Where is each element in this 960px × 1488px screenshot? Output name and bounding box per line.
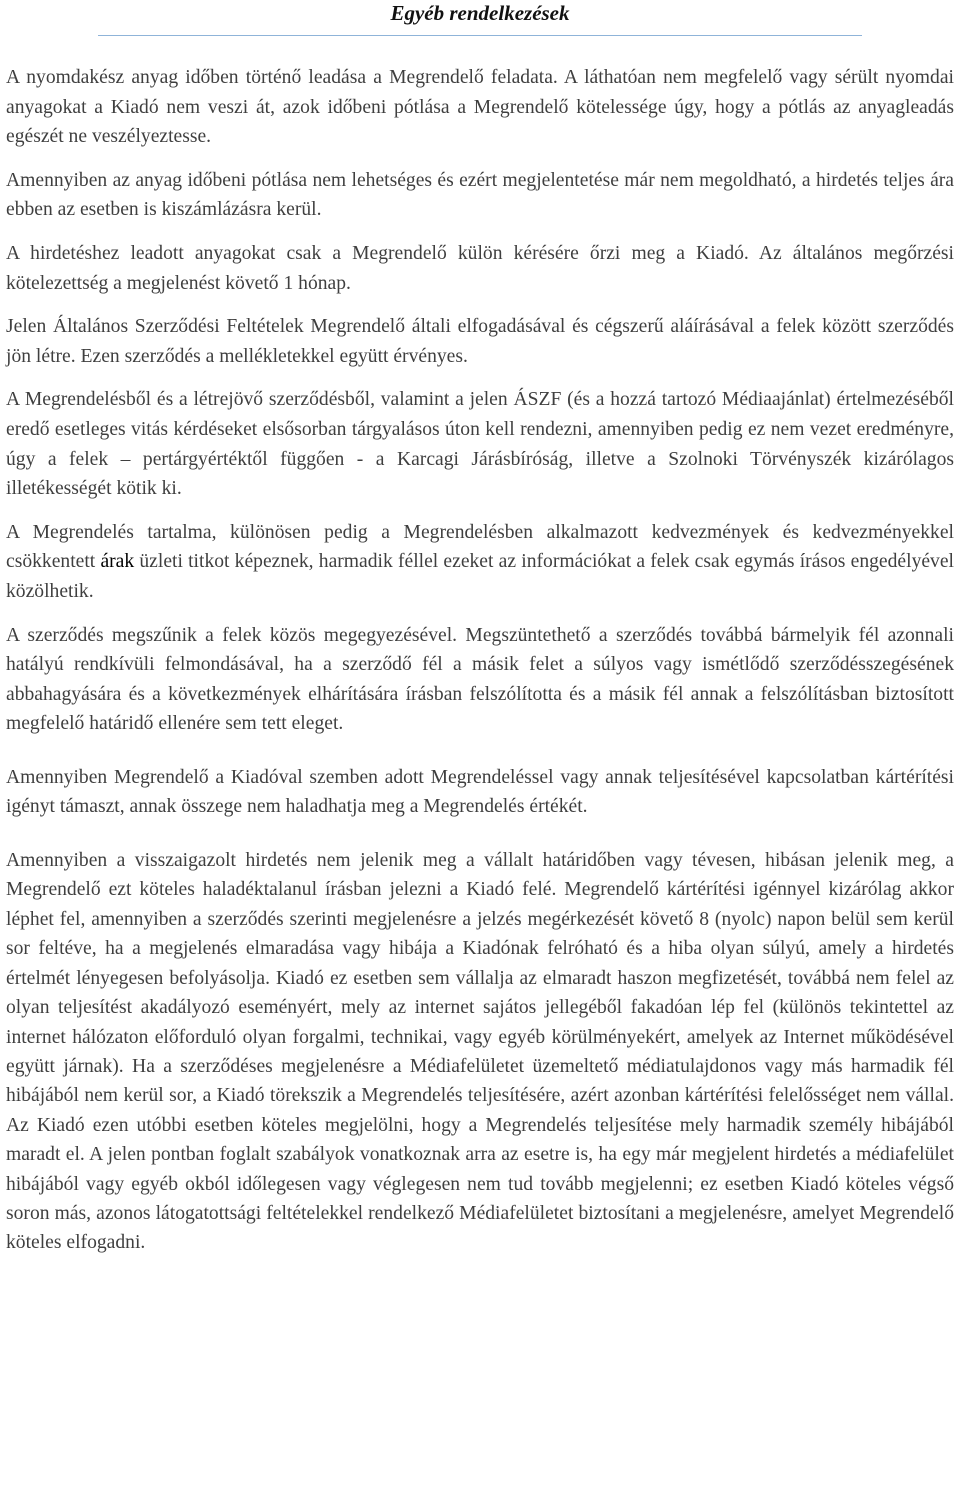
paragraph-material-delivery: A nyomdakész anyag időben történő leadása a Megrendelő feladata. A láthatóan nem megfelelő vagy sérült nyomdai anyagokat a Kiadó nem veszi át, azok időbeni pótlása a Megrendelő kötelessége úgy, hogy a pótlás az anyagleadás egészét ne veszélyeztesse. [6,67,954,148]
paragraph-replacement-impossible: Amennyiben az anyag időbeni pótlása nem lehetséges és ezért megjelentetése már nem megoldható, a hirdetés teljes ára ebben az esetben is kiszámlázásra kerül. [6,169,954,221]
section-title: Egyéb rendelkezések [390,1,570,25]
section-header [0,0,960,40]
document-body [6,63,954,1272]
paragraph-dispute-resolution: A Megrendelésből és a létrejövő szerződésből, valamint a jelen ÁSZF (és a hozzá tartozó Médiaajánlat) értelmezéséből eredő esetleges vitás kérdéseket elsősorban tárgyalásos úton kell rendezni, amennyiben pedig ez nem vezet eredményre, úgy a felek – pertárgyértéktől függően - a Karcagi Járásbíróság, illetve a Szolnoki Törvényszék kizárólagos illetékességét kötik ki. [6,389,954,500]
paragraph-confidentiality [6,518,954,607]
paragraph-material-retention: A hirdetéshez leadott anyagokat csak a Megrendelő külön kérésére őrzi meg a Kiadó. Az általános megőrzési kötelezettség a megjelenést követő 1 hónap. [6,242,954,294]
paragraph-contract-formation: Jelen Általános Szerződési Feltételek Megrendelő általi elfogadásával és cégszerű aláírásával a felek között szerződés jön létre. Ezen szerződés a mellékletekkel együtt érvényes. [6,316,954,367]
confidentiality-text-end: üzleti titkot képeznek, harmadik féllel ezeket az információkat a felek csak egymás írásos engedélyével közölhetik. [6,551,954,602]
paragraph-termination: A szerződés megszűnik a felek közös megegyezésével. Megszüntethető a szerződés továbbá bármelyik fél azonnali hatályú rendkívüli felmondásával, ha a szerződő fél a másik felet a súlyos vagy ismétlődő szerződésszegésének abbahagyására és a következmények elhárítására írásban felszólította és a másik fél annak a felszólításban biztosított megfelelő határidő ellenére sem tett eleget. [6,624,954,735]
paragraph-damages-limit: Amennyiben Megrendelő a Kiadóval szemben adott Megrendeléssel vagy annak teljesítésével kapcsolatban kártérítési igényt támaszt, annak összege nem haladhatja meg a Megrendelés értékét. [6,766,954,818]
title-underline [98,35,862,36]
confidentiality-prices-term: árak [100,551,135,573]
confidentiality-text-start: A Megrendelés tartalma, különösen pedig a Megrendelésben alkalmazott kedvezmények és kedvezményekkel csökkentett [6,521,954,573]
paragraph-publication-failure: Amennyiben a visszaigazolt hirdetés nem jelenik meg a vállalt határidőben vagy tévesen, hibásan jelenik meg, a Megrendelő ezt köteles haladéktalanul írásban jelezni a Kiadó felé. Megrendelő kártérítési igénnyel kizárólag akkor léphet fel, amennyiben a szerződés szerinti megjelenésre a jelzés megérkezését követő 8 (nyolc) napon belül sem kerül sor feltéve, ha a megjelenés elmaradása vagy hibája a Kiadónak felróható és a hiba olyan súlyú, amely a hirdetés értelmét lényegesen befolyásolja. Kiadó ez esetben sem vállalja az elmaradt haszon megfizetését, továbbá nem felel az olyan teljesítést akadályozó eseményért, mely az internet sajátos jellegéből fakadóan lép fel (különös tekintettel az internet hálózaton előforduló olyan forgalmi, technikai, vagy egyéb körülményekért, amelyek az Internet működésével együtt járnak). Ha a szerződéses megjelenésre a Médiafelületet üzemeltető médiatulajdonos vagy más harmadik fél hibájából nem kerül sor, a Kiadó törekszik a Megrendelés teljesítésére, azért azonban kártérítési felelősséget nem vállal. Az Kiadó ezen utóbbi esetben köteles megjelölni, hogy a Megrendelés teljesítése mely harmadik személy hibájából maradt el. A jelen pontban foglalt szabályok vonatkoznak arra az esetre is, ha egy már megjelent hirdetés a médiafelület hibájából vagy egyéb okból időlegesen vagy véglegesen nem tud tovább megjelenni; ez esetben Kiadó köteles végső soron más, azonos látogatottsági feltételekkel rendelkező Médiafelületet biztosítani a megjelenésre, amelyet Megrendelő köteles elfogadni. [6,850,954,1254]
